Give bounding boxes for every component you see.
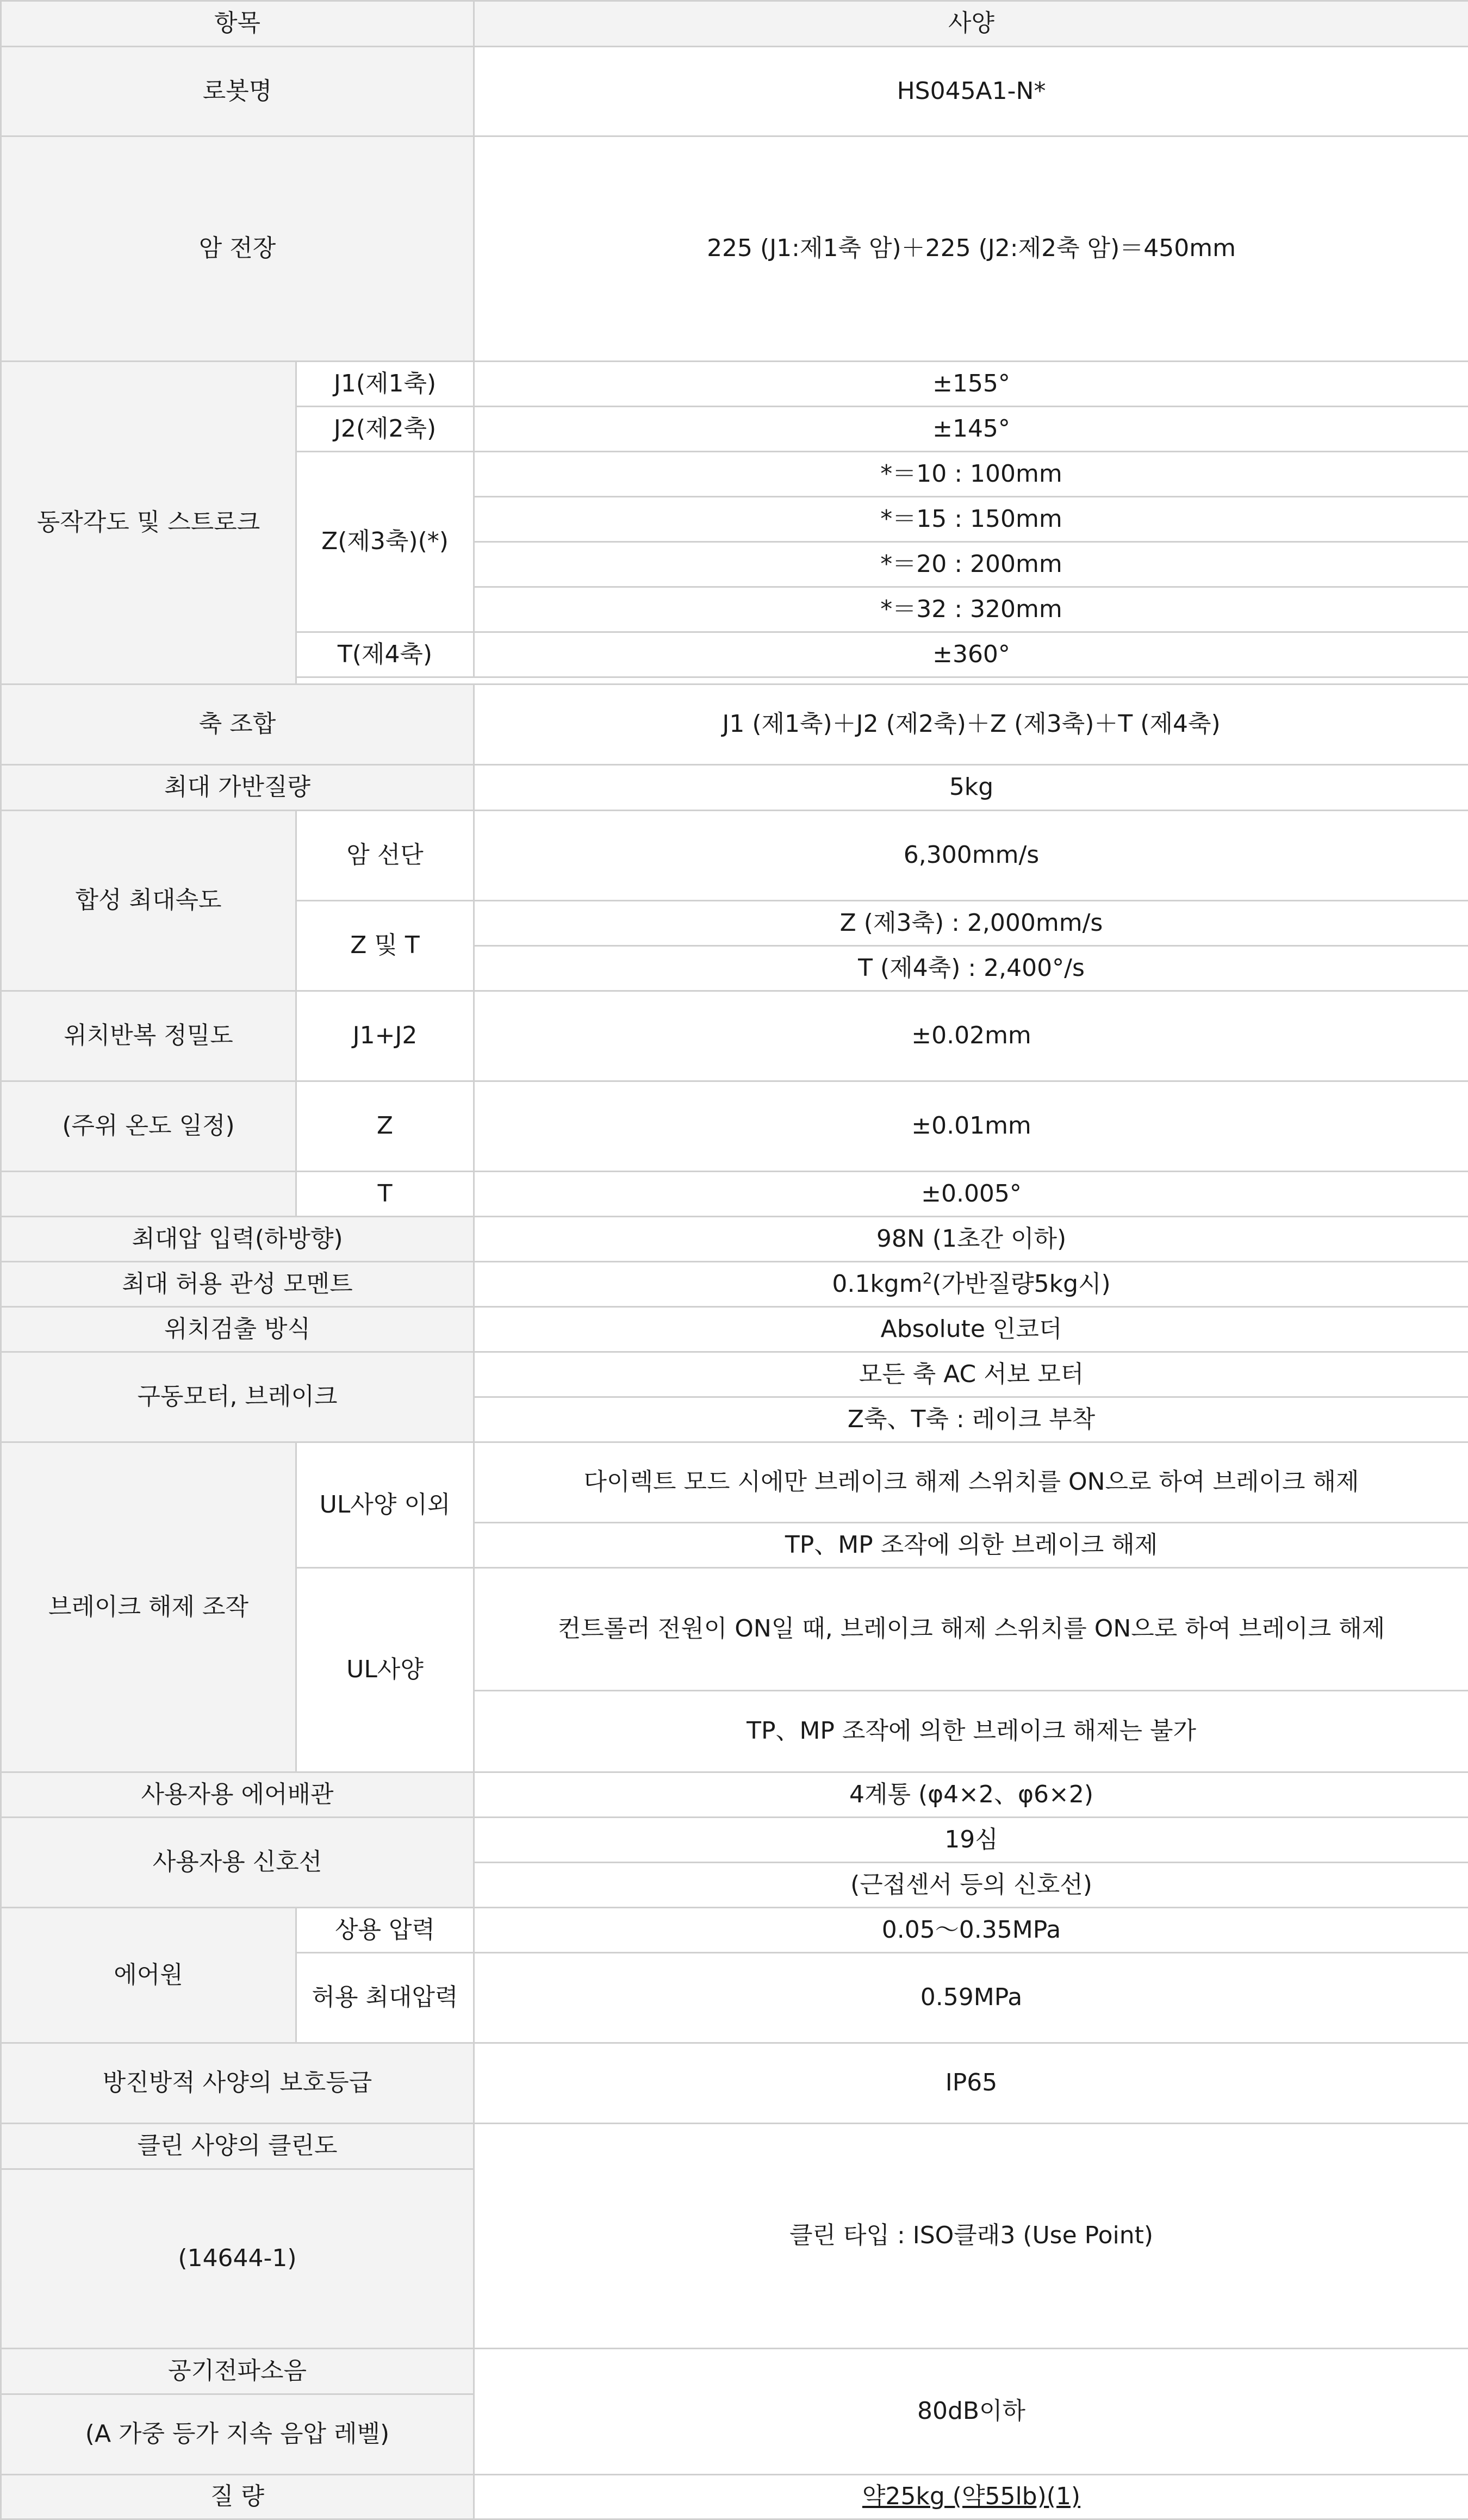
- axis-combo-label: 축 조합: [1, 685, 474, 765]
- row-repeat-t: [1, 1172, 1468, 1217]
- robot-name-label: 로봇명: [1, 47, 474, 136]
- mass-value: [474, 2475, 1468, 2519]
- row-repeat-z: [1, 1081, 1468, 1172]
- inertia-value-note: (가반질량5kg시): [932, 1270, 1111, 1298]
- row-clean-1: [1, 2124, 1468, 2169]
- row-motion-j1: [1, 362, 1468, 407]
- header-spec: 사양: [474, 1, 1468, 47]
- motion-t-value: ±360°: [474, 632, 1468, 677]
- repeatability-label-2: (주위 온도 일정): [1, 1081, 296, 1172]
- motion-z-value: *＝32 : 320mm: [474, 587, 1468, 632]
- speed-label: 합성 최대속도: [1, 811, 296, 991]
- user-air-value: 4계통 (φ4×2、φ6×2): [474, 1772, 1468, 1818]
- row-noise-1: [1, 2349, 1468, 2394]
- row-air-operating: [1, 1908, 1468, 1953]
- axis-combo-value: J1 (제1축)＋J2 (제2축)＋Z (제3축)＋T (제4축): [474, 685, 1468, 765]
- row-position-detection: [1, 1307, 1468, 1352]
- row-inertia: [1, 1262, 1468, 1307]
- position-detection-label: 위치검출 방식: [1, 1307, 474, 1352]
- max-payload-label: 최대 가반질량: [1, 765, 474, 811]
- brake-nonul-label: UL사양 이외: [296, 1442, 474, 1568]
- brake-ul-value: 컨트롤러 전원이 ON일 때, 브레이크 해제 스위치를 ON으로 하여 브레이크 해제: [474, 1568, 1468, 1691]
- noise-label-2: (A 가중 등가 지속 음압 레벨): [1, 2394, 474, 2475]
- speed-zt-label: Z 및 T: [296, 901, 474, 991]
- row-robot-name: [1, 47, 1468, 136]
- motion-z-value: *＝15 : 150mm: [474, 497, 1468, 542]
- inertia-label: 최대 허용 관성 모멘트: [1, 1262, 474, 1307]
- motion-j2-label: J2(제2축): [296, 407, 474, 452]
- speed-arm-label: 암 선단: [296, 811, 474, 901]
- repeat-z-value: ±0.01mm: [474, 1081, 1468, 1172]
- motor-brake-label: 구동모터, 브레이크: [1, 1352, 474, 1442]
- cleanliness-label: 클린 사양의 클린도: [1, 2124, 474, 2169]
- motor-brake-value: Z축、T축 : 레이크 부착: [474, 1397, 1468, 1442]
- arm-length-label: 암 전장: [1, 136, 474, 362]
- user-signal-label: 사용자용 신호선: [1, 1818, 474, 1908]
- motor-brake-value: 모든 축 AC 서보 모터: [474, 1352, 1468, 1397]
- motion-j1-label: J1(제1축): [296, 362, 474, 407]
- speed-arm-value: 6,300mm/s: [474, 811, 1468, 901]
- row-repeat-j1j2: [1, 991, 1468, 1081]
- mass-value-text: 약25kg (약55lb)(1): [862, 2482, 1081, 2511]
- speed-zt-value: Z (제3축) : 2,000mm/s: [474, 901, 1468, 946]
- cleanliness-value: 클린 타입 : ISO클래3 (Use Point): [474, 2124, 1468, 2349]
- row-ip: [1, 2043, 1468, 2124]
- noise-label: 공기전파소음: [1, 2349, 474, 2394]
- inertia-value: [474, 1262, 1468, 1307]
- row-axis-combo: [1, 685, 1468, 765]
- motion-j2-value: ±145°: [474, 407, 1468, 452]
- row-max-payload: [1, 765, 1468, 811]
- row-mass: [1, 2475, 1468, 2519]
- max-payload-value: 5kg: [474, 765, 1468, 811]
- mass-label: 질 량: [1, 2475, 474, 2519]
- row-speed-arm: [1, 811, 1468, 901]
- user-signal-value: (근접센서 등의 신호선): [474, 1863, 1468, 1908]
- motion-label: 동작각도 및 스트로크: [1, 362, 296, 685]
- repeat-t-label: T: [296, 1172, 474, 1217]
- row-user-air: [1, 1772, 1468, 1818]
- row-max-force: [1, 1217, 1468, 1262]
- brake-nonul-value: TP、MP 조작에 의한 브레이크 해제: [474, 1523, 1468, 1568]
- position-detection-value: Absolute 인코더: [474, 1307, 1468, 1352]
- max-force-label: 최대압 입력(하방향): [1, 1217, 474, 1262]
- ip-label: 방진방적 사양의 보호등급: [1, 2043, 474, 2124]
- air-max-value: 0.59MPa: [474, 1953, 1468, 2043]
- repeatability-empty: [1, 1172, 296, 1217]
- repeat-j1j2-value: ±0.02mm: [474, 991, 1468, 1081]
- inertia-value-exponent: 2: [922, 1269, 932, 1287]
- motion-j1-value: ±155°: [474, 362, 1468, 407]
- header-row: [1, 1, 1468, 47]
- brake-ul-label: UL사양: [296, 1568, 474, 1772]
- motion-t-label: T(제4축): [296, 632, 474, 677]
- brake-nonul-value: 다이렉트 모드 시에만 브레이크 해제 스위치를 ON으로 하여 브레이크 해제: [474, 1442, 1468, 1523]
- cleanliness-label-2: (14644-1): [1, 2169, 474, 2349]
- air-operating-value: 0.05～0.35MPa: [474, 1908, 1468, 1953]
- robot-name-value: HS045A1-N*: [474, 47, 1468, 136]
- repeat-t-value: ±0.005°: [474, 1172, 1468, 1217]
- brake-release-label: 브레이크 해제 조작: [1, 1442, 296, 1772]
- motion-z-label: Z(제3축)(*): [296, 452, 474, 632]
- row-user-signal-1: [1, 1818, 1468, 1863]
- header-item: 항목: [1, 1, 474, 47]
- air-operating-label: 상용 압력: [296, 1908, 474, 1953]
- motion-z-value: *＝20 : 200mm: [474, 542, 1468, 587]
- repeatability-label: 위치반복 정밀도: [1, 991, 296, 1081]
- row-motor-brake-1: [1, 1352, 1468, 1397]
- air-source-label: 에어원: [1, 1908, 296, 2043]
- speed-zt-value: T (제4축) : 2,400°/s: [474, 946, 1468, 991]
- user-signal-value: 19심: [474, 1818, 1468, 1863]
- arm-length-value: 225 (J1:제1축 암)＋225 (J2:제2축 암)＝450mm: [474, 136, 1468, 362]
- row-arm-length: [1, 136, 1468, 362]
- noise-value: 80dB이하: [474, 2349, 1468, 2475]
- brake-ul-value: TP、MP 조작에 의한 브레이크 해제는 불가: [474, 1691, 1468, 1772]
- inertia-value-main: 0.1kgm: [832, 1270, 923, 1298]
- repeat-z-label: Z: [296, 1081, 474, 1172]
- repeat-j1j2-label: J1+J2: [296, 991, 474, 1081]
- row-brake-nonul-1: [1, 1442, 1468, 1523]
- ip-value: IP65: [474, 2043, 1468, 2124]
- air-max-label: 허용 최대압력: [296, 1953, 474, 2043]
- user-air-label: 사용자용 에어배관: [1, 1772, 474, 1818]
- motion-z-value: *＝10 : 100mm: [474, 452, 1468, 497]
- max-force-value: 98N (1초간 이하): [474, 1217, 1468, 1262]
